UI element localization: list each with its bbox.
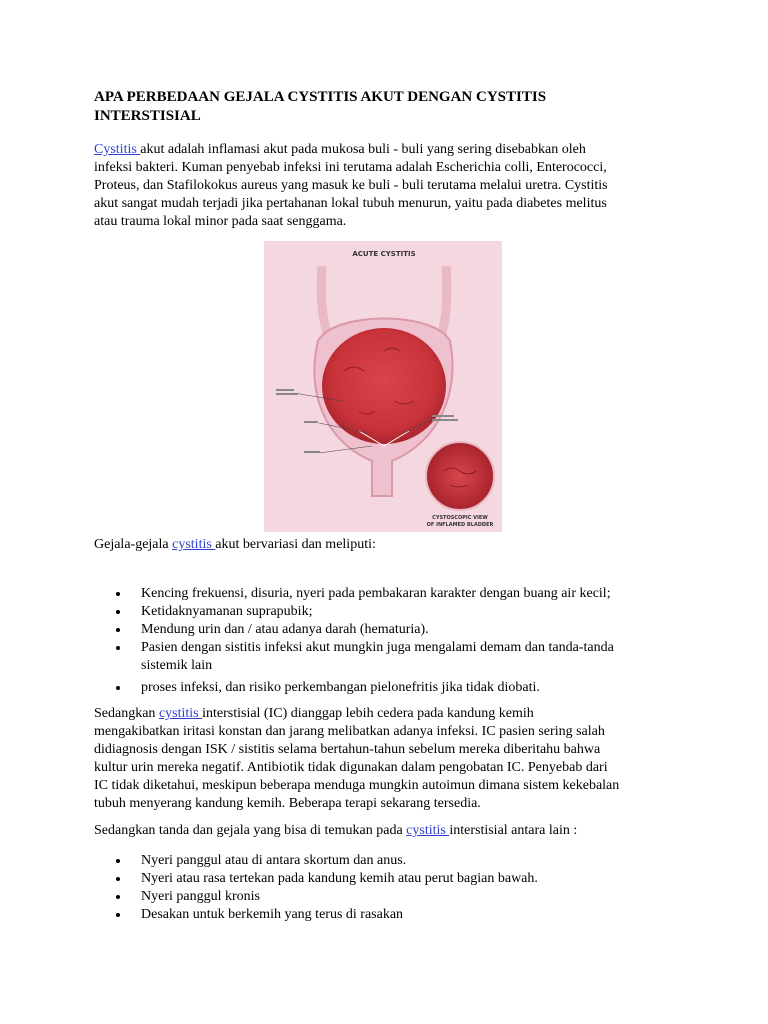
acute-cystitis-illustration [264,241,502,532]
intro-line: akut sangat mudah terjadi jika pertahanan lokal tubuh menurun, yaitu pada diabetes melitus [94,196,607,211]
list-item-text: Nyeri panggul atau di antara skortum dan anus. [141,853,407,868]
figure-caption-line-2: OF INFLAMED BLADDER [426,522,494,528]
title-line-1: APA PERBEDAAN GEJALA CYSTITIS AKUT DENGAN CYSTITIS [94,89,547,105]
interstitial-line: interstisial (IC) dianggap lebih cedera pada kandung kemih [202,706,534,721]
intro-line: Proteus, dan Stafilokokus aureus yang masuk ke buli - buli terutama melalui uretra. Cystitis [94,178,608,193]
interstitial-prefix: Sedangkan [94,706,159,721]
list-item-text: Ketidaknyamanan suprapubik; [141,604,313,619]
intro-paragraph [94,141,608,231]
bladder-mucosa [322,328,446,444]
bullet-icon [116,610,120,614]
cystitis-link[interactable]: cystitis [406,823,450,838]
interstitial-line: kultur urin mereka negatif. Antibiotik tidak digunakan dalam pengobatan IC. Penyebab dari [94,760,608,775]
list-item [94,852,538,870]
signs-intro [94,822,577,840]
list-item-text: Mendung urin dan / atau adanya darah (hematuria). [141,622,429,637]
cystitis-link[interactable]: cystitis [158,706,203,721]
cystitis-link[interactable]: cystitis [172,537,216,552]
bullet-icon [116,859,120,863]
label-text-placeholder [432,415,454,417]
bullet-icon [116,877,120,881]
list-item [94,639,614,675]
signs-suffix: interstisial antara lain : [449,823,578,838]
list-item-text: Kencing frekuensi, disuria, nyeri pada pembakaran karakter dengan buang air kecil; [141,586,611,601]
cystitis-link[interactable]: Cystitis [94,142,141,157]
interstitial-line: didiagnosis dengan ISK / sistitis selama bertahun-tahun sebelum mereka diberitahu bahwa [94,742,601,757]
acute-prefix: Gejala-gejala [94,537,173,552]
label-text-placeholder [276,389,294,391]
intro-line: infeksi bakteri. Kuman penyebab infeksi ini terutama adalah Escherichia colli, Enterococci, [94,160,607,175]
list-item-text: Nyeri panggul kronis [141,889,260,904]
list-item-text: Nyeri atau rasa tertekan pada kandung kemih atau perut bagian bawah. [141,871,538,886]
interstitial-line: tubuh menyerang kandung kemih. Beberapa terapi sekarang tersedia. [94,796,481,811]
bullet-icon [116,592,120,596]
list-item [94,621,614,639]
label-text-placeholder [304,421,318,423]
signs-list [94,852,538,924]
interstitial-line: IC tidak diketahui, meskipun beberapa menduga mungkin autoimun dimana sistem kekebalan [94,778,620,793]
intro-line: akut adalah inflamasi akut pada mukosa buli - buli yang sering disebabkan oleh [140,142,586,157]
document-title [94,88,694,126]
list-item-text: sistemik lain [141,658,213,673]
bullet-icon [116,913,120,917]
list-item [94,603,614,621]
list-item-text: Pasien dengan sistitis infeksi akut mungkin juga mengalami demam dan tanda-tanda [141,640,614,655]
list-item-text: Desakan untuk berkemih yang terus di rasakan [141,907,404,922]
label-text-placeholder [432,419,458,421]
list-item-text: proses infeksi, dan risiko perkembangan pielonefritis jika tidak diobati. [141,680,540,695]
bullet-icon [116,628,120,632]
list-item [94,870,538,888]
title-line-2: INTERSTISIAL [94,108,201,124]
interstitial-paragraph [94,705,619,813]
label-text-placeholder [276,393,298,395]
list-item [94,585,614,603]
bullet-icon [116,895,120,899]
acute-symptoms-list [94,585,614,697]
list-item [94,679,614,697]
acute-symptoms-intro [94,536,376,554]
signs-prefix: Sedangkan tanda dan gejala yang bisa di temukan pada [94,823,407,838]
label-text-placeholder [304,451,320,453]
list-item [94,888,538,906]
figure-title: ACUTE CYSTITIS [352,250,416,258]
acute-suffix: akut bervariasi dan meliputi: [215,537,376,552]
cystoscopic-view [426,442,494,510]
figure-caption-line-1: CYSTOSCOPIC VIEW [432,515,488,521]
bullet-icon [116,646,120,650]
interstitial-line: mengakibatkan iritasi konstan dan jarang melibatkan adanya infeksi. IC pasien sering salah [94,724,605,739]
list-item [94,906,538,924]
bullet-icon [116,686,120,690]
intro-line: atau trauma lokal minor pada saat senggama. [94,214,347,229]
